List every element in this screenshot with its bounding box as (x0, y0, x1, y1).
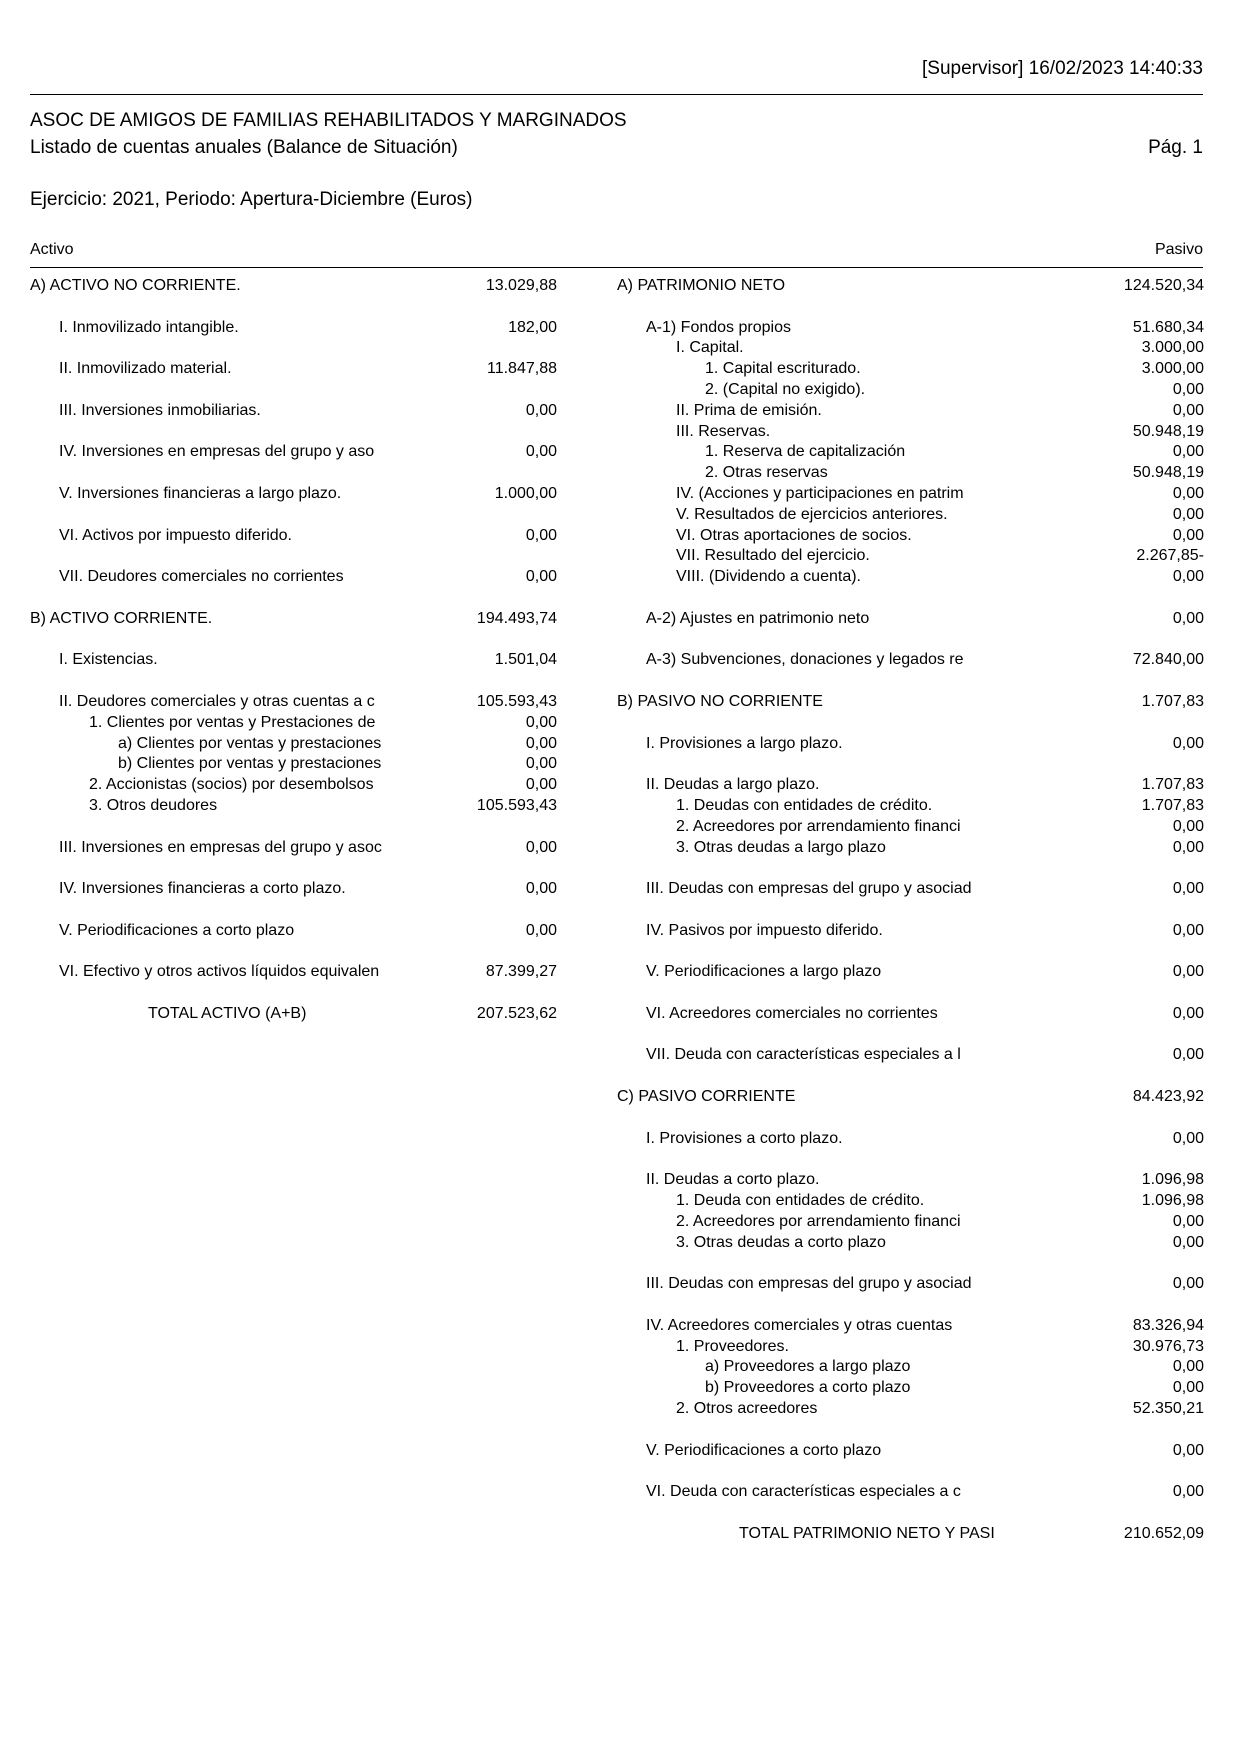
spacer (30, 588, 557, 609)
pasivo-label: II. Prima de emisión. (676, 401, 822, 419)
report-title: Listado de cuentas anuales (Balance de Situación) (30, 137, 458, 158)
activo-row (30, 526, 557, 547)
pasivo-row (617, 796, 1204, 817)
pasivo-label: II. Deudas a largo plazo. (646, 776, 820, 794)
columns-divider (30, 267, 1203, 268)
pasivo-label: III. Reservas. (676, 422, 771, 440)
activo-row (30, 692, 557, 713)
spacer (617, 630, 1204, 651)
activo-label: V. Inversiones financieras a largo plazo. (59, 484, 342, 502)
pasivo-amount: 3.000,00 (1141, 360, 1204, 378)
pasivo-row (617, 1357, 1204, 1378)
activo-row (30, 921, 557, 942)
activo-row (30, 796, 557, 817)
pasivo-row (617, 1524, 1204, 1545)
activo-amount: 0,00 (525, 526, 557, 544)
activo-label: 3. Otros deudores (89, 796, 218, 814)
pasivo-label: III. Deudas con empresas del grupo y asociad (646, 1275, 972, 1293)
pasivo-row (617, 1170, 1204, 1191)
spacer (30, 900, 557, 921)
pasivo-label: TOTAL PATRIMONIO NETO Y PASI (739, 1524, 995, 1542)
report-timestamp: [Supervisor] 16/02/2023 14:40:33 (922, 58, 1203, 79)
pasivo-amount: 83.326,94 (1132, 1316, 1204, 1334)
pasivo-label: VI. Acreedores comerciales no corrientes (646, 1004, 938, 1022)
pasivo-amount: 0,00 (1172, 443, 1204, 461)
activo-row (30, 442, 557, 463)
column-header-activo: Activo (30, 241, 74, 258)
spacer (30, 297, 557, 318)
spacer (30, 630, 557, 651)
pasivo-amount: 0,00 (1172, 880, 1204, 898)
pasivo-label: A-3) Subvenciones, donaciones y legados re (646, 651, 964, 669)
pasivo-label: V. Resultados de ejercicios anteriores. (676, 505, 948, 523)
activo-row (30, 734, 557, 755)
activo-amount: 0,00 (525, 713, 557, 731)
pasivo-row (617, 1482, 1204, 1503)
pasivo-amount: 0,00 (1172, 1358, 1204, 1376)
pasivo-row (617, 526, 1204, 547)
spacer (617, 297, 1204, 318)
pasivo-amount: 51.680,34 (1132, 318, 1204, 336)
pasivo-row (617, 484, 1204, 505)
pasivo-amount: 3.000,00 (1141, 339, 1204, 357)
pasivo-amount: 30.976,73 (1132, 1337, 1204, 1355)
pasivo-amount: 50.948,19 (1132, 422, 1204, 440)
spacer (617, 1149, 1204, 1170)
activo-label: V. Periodificaciones a corto plazo (59, 921, 295, 939)
pasivo-amount: 0,00 (1172, 1212, 1204, 1230)
activo-label: I. Inmovilizado intangible. (59, 318, 239, 336)
pasivo-row (617, 1087, 1204, 1108)
pasivo-label: 1. Deuda con entidades de crédito. (676, 1192, 925, 1210)
spacer (617, 1253, 1204, 1274)
pasivo-label: A-2) Ajustes en patrimonio neto (646, 609, 870, 627)
page-number: Pág. 1 (1148, 137, 1203, 158)
pasivo-row (617, 1378, 1204, 1399)
activo-label: a) Clientes por ventas y prestaciones (118, 734, 382, 752)
pasivo-row (617, 775, 1204, 796)
pasivo-label: IV. Pasivos por impuesto diferido. (646, 921, 883, 939)
spacer (30, 422, 557, 443)
spacer (30, 505, 557, 526)
pasivo-label: C) PASIVO CORRIENTE (617, 1088, 796, 1106)
spacer (617, 713, 1204, 734)
pasivo-row (617, 1274, 1204, 1295)
pasivo-label: A) PATRIMONIO NETO (617, 277, 786, 294)
spacer (30, 858, 557, 879)
organization-name: ASOC DE AMIGOS DE FAMILIAS REHABILITADOS Y MARGINADOS (30, 110, 627, 131)
activo-label: VI. Efectivo y otros activos líquidos equivalen (59, 963, 380, 981)
pasivo-amount: 0,00 (1172, 1483, 1204, 1501)
pasivo-amount: 0,00 (1172, 484, 1204, 502)
activo-row (30, 754, 557, 775)
pasivo-amount: 0,00 (1172, 505, 1204, 523)
activo-amount: 1.501,04 (494, 651, 557, 669)
pasivo-label: 1. Capital escriturado. (705, 360, 861, 378)
pasivo-amount: 0,00 (1172, 838, 1204, 856)
pasivo-row (617, 1045, 1204, 1066)
pasivo-row (617, 1441, 1204, 1462)
spacer (617, 942, 1204, 963)
activo-amount: 0,00 (525, 880, 557, 898)
pasivo-row (617, 734, 1204, 755)
pasivo-label: 2. Otros acreedores (676, 1400, 818, 1418)
pasivo-amount: 0,00 (1172, 921, 1204, 939)
activo-row (30, 713, 557, 734)
pasivo-row (617, 338, 1204, 359)
pasivo-row (617, 1399, 1204, 1420)
pasivo-label: V. Periodificaciones a largo plazo (646, 963, 882, 981)
activo-amount: 0,00 (525, 921, 557, 939)
pasivo-row (617, 817, 1204, 838)
pasivo-label: III. Deudas con empresas del grupo y asociad (646, 880, 972, 898)
pasivo-label: I. Capital. (676, 339, 744, 357)
header-divider (30, 94, 1203, 95)
pasivo-row (617, 962, 1204, 983)
pasivo-label: VI. Otras aportaciones de socios. (676, 526, 912, 544)
pasivo-amount: 0,00 (1172, 1046, 1204, 1064)
pasivo-row (617, 463, 1204, 484)
activo-amount: 105.593,43 (476, 796, 557, 814)
pasivo-label: 2. Acreedores por arrendamiento financi (676, 817, 961, 835)
activo-row (30, 838, 557, 859)
pasivo-amount: 0,00 (1172, 1129, 1204, 1147)
activo-amount: 13.029,88 (485, 277, 557, 294)
pasivo-amount: 52.350,21 (1132, 1400, 1204, 1418)
activo-amount: 1.000,00 (494, 484, 557, 502)
pasivo-amount: 0,00 (1172, 401, 1204, 419)
pasivo-row (617, 692, 1204, 713)
pasivo-amount: 0,00 (1172, 568, 1204, 586)
activo-label: VII. Deudores comerciales no corrientes (59, 568, 344, 586)
activo-label: b) Clientes por ventas y prestaciones (118, 755, 382, 773)
pasivo-row (617, 1129, 1204, 1150)
pasivo-label: VII. Deuda con características especiales a l (646, 1046, 961, 1064)
activo-row (30, 484, 557, 505)
activo-row (30, 276, 557, 297)
activo-label: III. Inversiones en empresas del grupo y asoc (59, 838, 382, 856)
activo-label: II. Deudores comerciales y otras cuentas a c (59, 692, 375, 710)
spacer (30, 942, 557, 963)
activo-amount: 0,00 (525, 734, 557, 752)
pasivo-label: I. Provisiones a largo plazo. (646, 734, 843, 752)
pasivo-label: IV. (Acciones y participaciones en patrim (676, 484, 964, 502)
spacer (617, 1461, 1204, 1482)
pasivo-amount: 2.267,85- (1136, 547, 1204, 565)
pasivo-column (617, 276, 1204, 1545)
activo-label: TOTAL ACTIVO (A+B) (148, 1004, 307, 1022)
pasivo-row (617, 1233, 1204, 1254)
pasivo-amount: 50.948,19 (1132, 464, 1204, 482)
activo-amount: 0,00 (525, 401, 557, 419)
pasivo-amount: 0,00 (1172, 817, 1204, 835)
pasivo-row (617, 318, 1204, 339)
pasivo-label: 1. Proveedores. (676, 1337, 789, 1355)
activo-row (30, 650, 557, 671)
pasivo-amount: 210.652,09 (1123, 1524, 1204, 1542)
pasivo-label: 3. Otras deudas a largo plazo (676, 838, 886, 856)
pasivo-amount: 0,00 (1172, 1233, 1204, 1251)
activo-amount: 105.593,43 (476, 692, 557, 710)
pasivo-row (617, 650, 1204, 671)
activo-amount: 0,00 (525, 443, 557, 461)
pasivo-label: V. Periodificaciones a corto plazo (646, 1441, 882, 1459)
pasivo-row (617, 442, 1204, 463)
pasivo-row (617, 380, 1204, 401)
spacer (617, 1066, 1204, 1087)
pasivo-amount: 1.707,83 (1141, 776, 1204, 794)
pasivo-amount: 1.707,83 (1141, 692, 1204, 710)
pasivo-row (617, 422, 1204, 443)
spacer (30, 463, 557, 484)
activo-label: III. Inversiones inmobiliarias. (59, 401, 261, 419)
activo-label: A) ACTIVO NO CORRIENTE. (30, 277, 241, 294)
spacer (617, 1295, 1204, 1316)
activo-row (30, 318, 557, 339)
pasivo-amount: 0,00 (1172, 734, 1204, 752)
activo-label: II. Inmovilizado material. (59, 360, 232, 378)
pasivo-row (617, 359, 1204, 380)
activo-amount: 11.847,88 (487, 360, 557, 378)
activo-row (30, 879, 557, 900)
activo-row (30, 401, 557, 422)
pasivo-amount: 0,00 (1172, 1275, 1204, 1293)
pasivo-row (617, 879, 1204, 900)
pasivo-amount: 0,00 (1172, 963, 1204, 981)
pasivo-label: II. Deudas a corto plazo. (646, 1171, 820, 1189)
spacer (30, 546, 557, 567)
pasivo-amount: 124.520,34 (1123, 277, 1204, 294)
spacer (617, 588, 1204, 609)
pasivo-row (617, 1212, 1204, 1233)
spacer (617, 1108, 1204, 1129)
pasivo-label: 2. (Capital no exigido). (705, 380, 866, 398)
activo-label: 2. Accionistas (socios) por desembolsos (89, 776, 374, 794)
pasivo-row (617, 1316, 1204, 1337)
pasivo-row (617, 1337, 1204, 1358)
pasivo-amount: 0,00 (1172, 609, 1204, 627)
pasivo-amount: 0,00 (1172, 1379, 1204, 1397)
pasivo-row (617, 546, 1204, 567)
pasivo-label: B) PASIVO NO CORRIENTE (617, 692, 823, 710)
activo-amount: 194.493,74 (476, 609, 557, 627)
activo-amount: 87.399,27 (485, 963, 557, 981)
pasivo-row (617, 1191, 1204, 1212)
activo-row (30, 359, 557, 380)
activo-amount: 0,00 (525, 776, 557, 794)
exercise-period: Ejercicio: 2021, Periodo: Apertura-Diciembre (Euros) (30, 189, 473, 210)
pasivo-row (617, 838, 1204, 859)
pasivo-label: b) Proveedores a corto plazo (705, 1379, 911, 1397)
pasivo-label: 2. Acreedores por arrendamiento financi (676, 1212, 961, 1230)
pasivo-amount: 0,00 (1172, 380, 1204, 398)
pasivo-label: A-1) Fondos propios (646, 318, 791, 336)
pasivo-amount: 0,00 (1172, 526, 1204, 544)
activo-amount: 0,00 (525, 838, 557, 856)
pasivo-row (617, 276, 1204, 297)
spacer (30, 380, 557, 401)
pasivo-amount: 72.840,00 (1132, 651, 1204, 669)
spacer (617, 1025, 1204, 1046)
activo-amount: 182,00 (508, 318, 557, 336)
activo-row (30, 1004, 557, 1025)
spacer (617, 754, 1204, 775)
activo-amount: 207.523,62 (476, 1004, 557, 1022)
pasivo-amount: 1.096,98 (1141, 1192, 1204, 1210)
pasivo-label: I. Provisiones a corto plazo. (646, 1129, 843, 1147)
activo-label: IV. Inversiones financieras a corto plazo. (59, 880, 346, 898)
pasivo-row (617, 401, 1204, 422)
pasivo-amount: 84.423,92 (1132, 1088, 1204, 1106)
pasivo-row (617, 567, 1204, 588)
pasivo-row (617, 609, 1204, 630)
activo-label: 1. Clientes por ventas y Prestaciones de (89, 713, 376, 731)
spacer (617, 858, 1204, 879)
pasivo-label: VIII. (Dividendo a cuenta). (676, 568, 861, 586)
pasivo-amount: 0,00 (1172, 1004, 1204, 1022)
spacer (617, 900, 1204, 921)
activo-row (30, 567, 557, 588)
activo-label: IV. Inversiones en empresas del grupo y aso (59, 443, 375, 461)
pasivo-row (617, 505, 1204, 526)
spacer (617, 1420, 1204, 1441)
pasivo-label: 1. Deudas con entidades de crédito. (676, 796, 933, 814)
spacer (617, 671, 1204, 692)
activo-label: I. Existencias. (59, 651, 158, 669)
spacer (30, 983, 557, 1004)
pasivo-label: VI. Deuda con características especiales a c (646, 1483, 961, 1501)
pasivo-row (617, 1004, 1204, 1025)
activo-row (30, 962, 557, 983)
activo-column (30, 276, 557, 1025)
activo-label: VI. Activos por impuesto diferido. (59, 526, 292, 544)
pasivo-amount: 1.707,83 (1141, 796, 1204, 814)
pasivo-amount: 1.096,98 (1141, 1171, 1204, 1189)
spacer (30, 338, 557, 359)
column-header-pasivo: Pasivo (1154, 241, 1203, 258)
pasivo-label: 2. Otras reservas (705, 464, 828, 482)
spacer (30, 671, 557, 692)
spacer (30, 817, 557, 838)
activo-label: B) ACTIVO CORRIENTE. (30, 609, 213, 627)
activo-amount: 0,00 (525, 755, 557, 773)
pasivo-label: 1. Reserva de capitalización (705, 443, 906, 461)
pasivo-row (617, 921, 1204, 942)
pasivo-label: 3. Otras deudas a corto plazo (676, 1233, 886, 1251)
spacer (617, 983, 1204, 1004)
activo-row (30, 609, 557, 630)
spacer (617, 1503, 1204, 1524)
pasivo-label: IV. Acreedores comerciales y otras cuentas (646, 1316, 953, 1334)
pasivo-label: a) Proveedores a largo plazo (705, 1358, 911, 1376)
activo-row (30, 775, 557, 796)
pasivo-amount: 0,00 (1172, 1441, 1204, 1459)
pasivo-label: VII. Resultado del ejercicio. (676, 547, 870, 565)
activo-amount: 0,00 (525, 568, 557, 586)
